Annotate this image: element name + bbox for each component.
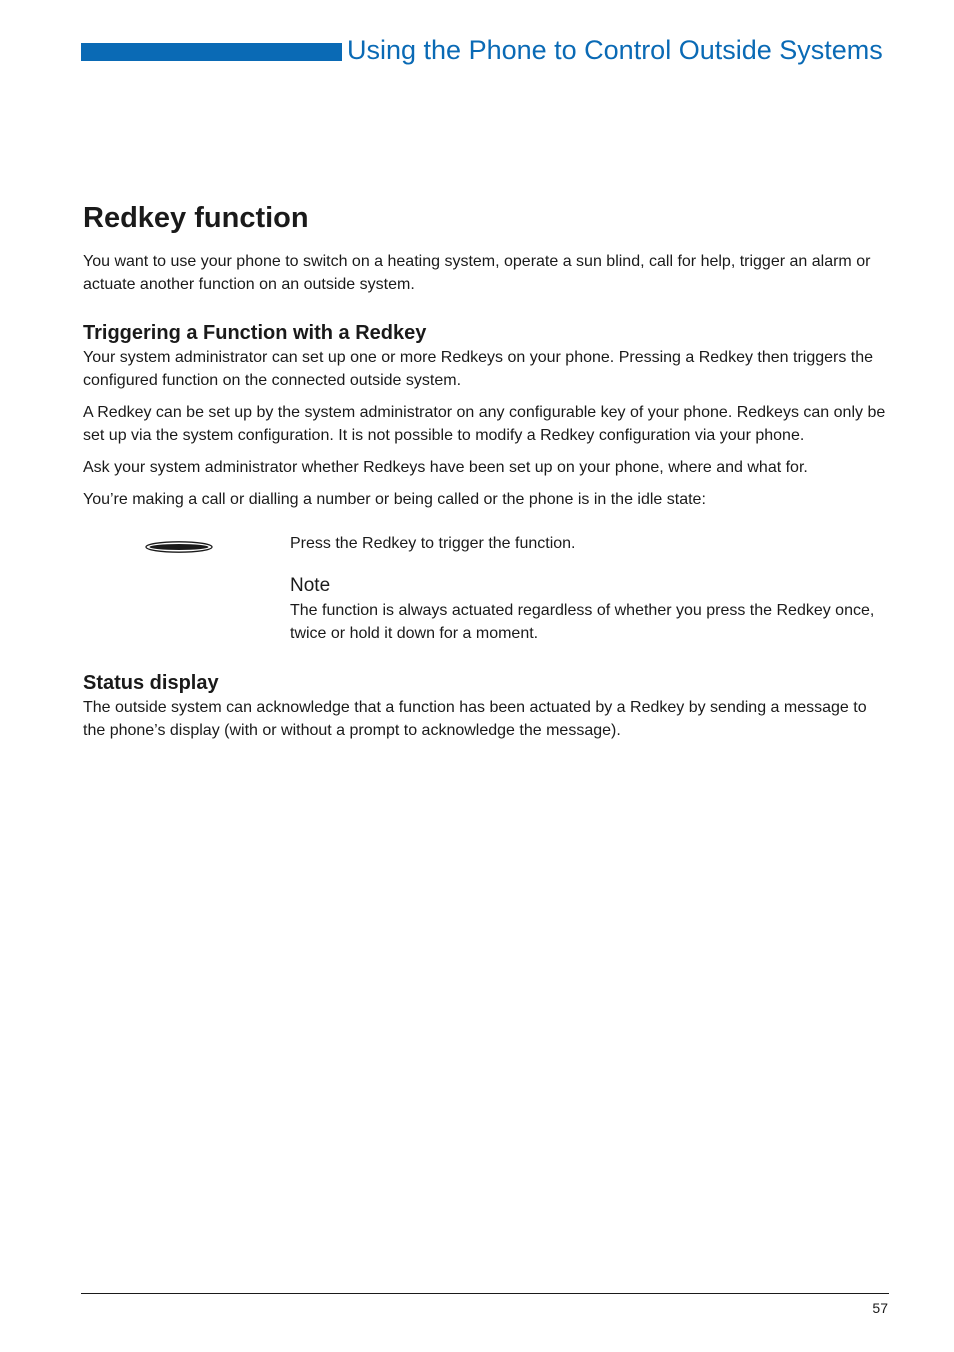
triggering-paragraph-4: You’re making a call or dialling a number or being called or the phone is in the idle state: (83, 491, 706, 508)
instruction-step (83, 532, 889, 572)
intro-paragraph: You want to use your phone to switch on a heating system, operate a sun blind, call for help, trigger an alarm or actuate another function on an outside system. (83, 253, 871, 293)
triggering-paragraph-2: A Redkey can be set up by the system administrator on any configurable key of your phone. Redkeys can only be set up via the system configuration. It is not possible to modify a Redkey configuration via your phone. (83, 404, 886, 444)
triggering-paragraph-1: Your system administrator can set up one or more Redkeys on your phone. Pressing a Redkey then triggers the configured function on the connected outside system. (83, 349, 874, 389)
header-accent-bar (81, 43, 342, 61)
triggering-heading: Triggering a Function with a Redkey (83, 322, 427, 344)
triggering-paragraph-3: Ask your system administrator whether Redkeys have been set up on your phone, where and what for. (83, 459, 808, 476)
note-text: The function is always actuated regardless of whether you press the Redkey once, twice or hold it down for a moment. (290, 602, 875, 642)
chapter-title: Using the Phone to Control Outside Systems (347, 35, 883, 65)
footer-rule (81, 1293, 889, 1294)
section-title: Redkey function (83, 202, 309, 234)
instruction-text: Press the Redkey to trigger the function. (290, 535, 576, 552)
main-content (83, 198, 889, 742)
note-block (290, 573, 889, 645)
note-title: Note (290, 575, 331, 596)
status-paragraph: The outside system can acknowledge that a function has been actuated by a Redkey by sending a message to the phone’s display (with or without a prompt to acknowledge the message). (83, 699, 867, 739)
page-number: 57 (872, 1300, 888, 1316)
status-heading: Status display (83, 672, 219, 694)
redkey-button-icon (145, 541, 213, 553)
